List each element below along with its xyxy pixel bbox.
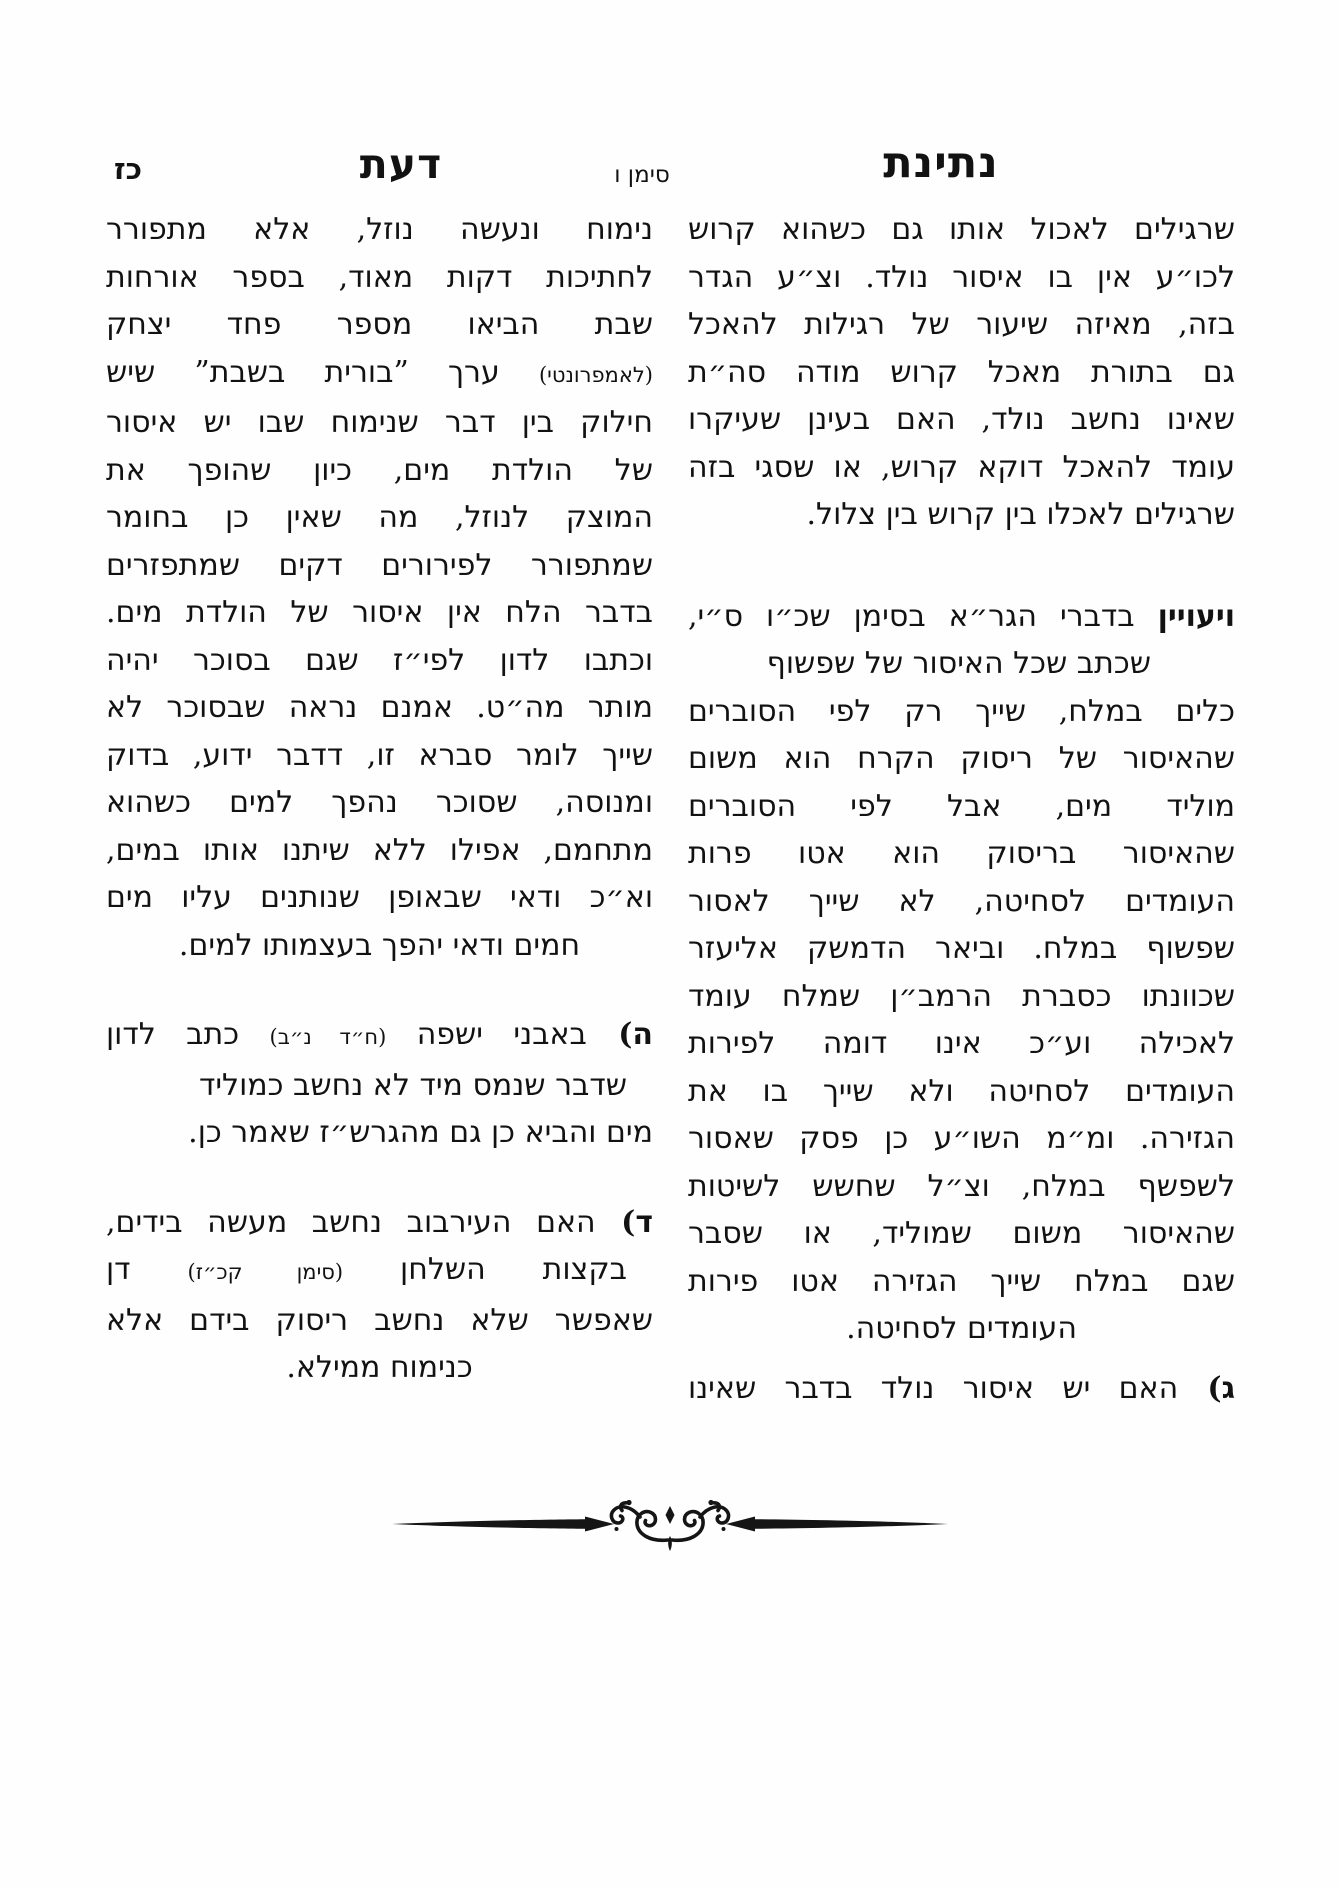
text-line <box>106 1109 653 1157</box>
text-line <box>688 444 1235 492</box>
text-line <box>688 1210 1235 1258</box>
body-text: המוצק לנוזל, מה שאין כן בחומר <box>106 500 653 535</box>
bold-text: ויעויין <box>1157 598 1235 634</box>
text-line <box>688 1305 1235 1353</box>
body-text: דן <box>106 1252 188 1287</box>
text-line <box>106 542 653 590</box>
paragraph <box>688 593 1235 1353</box>
body-text: ומנוסה, שסוכר נהפך למים כשהוא <box>106 785 653 820</box>
citation-text: (סימן קכ״ז) <box>187 1260 344 1284</box>
text-line <box>688 1365 1235 1413</box>
body-text: כתב לדון <box>106 1017 270 1052</box>
body-text: שכתב שכל האיסור של שפשוף <box>766 646 1151 681</box>
body-text: שכוונתו כסברת הרמב״ן שמלח עומד <box>688 978 1235 1014</box>
text-line <box>106 349 653 400</box>
siman-label: סימן ו <box>614 162 670 188</box>
page-number: כז <box>113 152 143 186</box>
text-line <box>106 447 653 495</box>
body-text: בדבר הלח אין איסור של הולדת מים. <box>106 595 653 630</box>
text-line <box>688 301 1235 349</box>
text-line <box>106 684 653 732</box>
paragraph <box>106 206 653 969</box>
body-text: שבת הביאו מספר פחד יצחק <box>106 307 653 342</box>
text-line <box>106 637 653 685</box>
text-line <box>106 206 653 254</box>
body-text: של הולדת מים, כיון שהופך את <box>106 452 653 488</box>
body-text: לאכילה וע״כ אינו דומה לפירות <box>688 1026 1235 1061</box>
text-line <box>688 1258 1235 1306</box>
body-text: שייך לומר סברא זו, דדבר ידוע, בדוק <box>106 737 653 773</box>
bold-text: ד) <box>595 1204 653 1240</box>
body-text: מוליד מים, אבל לפי הסוברים <box>688 788 1235 824</box>
paragraph <box>688 206 1235 539</box>
text-line <box>106 1062 653 1110</box>
body-text: ערך ”בורית בשבת” שיש <box>106 354 539 390</box>
text-line <box>106 1344 653 1392</box>
text-line <box>106 589 653 637</box>
body-text: שהאיסור בריסוק הוא אטו פרות <box>688 836 1235 871</box>
text-line <box>106 732 653 780</box>
citation-text: (לאמפרונטי) <box>538 362 653 387</box>
book-title-right: נתינת <box>883 138 999 188</box>
body-text: לחתיכות דקות מאוד, בספר אורחות <box>106 259 653 295</box>
body-text: האם יש איסור נולד בדבר שאינו <box>688 1370 1179 1406</box>
text-line <box>106 874 653 922</box>
text-line <box>688 349 1235 397</box>
body-text: וא״כ ודאי שבאופן שנותנים עליו מים <box>106 880 653 915</box>
body-text: העומדים לסחיטה, לא שייך לאסור <box>688 883 1235 919</box>
text-line <box>688 396 1235 444</box>
text-line <box>688 1020 1235 1068</box>
book-title-left: דעת <box>359 140 443 188</box>
text-line <box>106 1246 653 1297</box>
body-text: חמים ודאי יהפך בעצמותו למים. <box>178 927 581 963</box>
text-line <box>688 1115 1235 1163</box>
text-line <box>688 491 1235 539</box>
body-text: וכתבו לדון לפי״ז שגם בסוכר יהיה <box>106 642 653 678</box>
text-line <box>688 206 1235 254</box>
text-line <box>106 1011 653 1062</box>
body-text: מים והביא כן גם מהגרש״ז שאמר כן. <box>188 1115 653 1150</box>
body-text: שרגילים לאכול אותו גם כשהוא קרוש <box>688 212 1235 247</box>
text-line <box>688 593 1235 641</box>
bold-text: ג) <box>1178 1370 1235 1406</box>
paragraph <box>106 1011 653 1157</box>
body-text: שהאיסור של ריסוק הקרח הוא משום <box>688 741 1235 776</box>
body-text: כלים במלח, שייך רק לפי הסוברים <box>688 693 1235 729</box>
body-text: גם בתורת מאכל קרוש מודה סה״ת <box>688 354 1235 390</box>
body-text: שרגילים לאכלו בין קרוש בין צלול. <box>806 497 1235 532</box>
text-line <box>106 254 653 302</box>
body-text: עומד להאכל דוקא קרוש, או שסגי בזה <box>688 449 1235 485</box>
flourish-divider-graphic <box>388 1496 952 1552</box>
column-right <box>688 206 1235 1412</box>
text-line <box>688 878 1235 926</box>
body-text: לכו״ע אין בו איסור נולד. וצ״ע הגדר <box>688 259 1235 295</box>
body-text: שדבר שנמס מיד לא נחשב כמוליד <box>198 1067 627 1103</box>
body-text: שמתפורר לפירורים דקים שמתפזרים <box>106 547 653 583</box>
body-text: בדברי הגר״א בסימן שכ״ו ס״י, <box>688 598 1158 634</box>
text-line <box>106 779 653 827</box>
paragraph <box>106 1199 653 1392</box>
text-line <box>106 301 653 349</box>
text-line <box>106 827 653 875</box>
text-line <box>106 494 653 542</box>
text-line <box>688 973 1235 1021</box>
body-text: בזה, מאיזה שיעור של רגילות להאכל <box>688 307 1235 342</box>
body-text: העומדים לסחיטה. <box>846 1311 1077 1346</box>
text-line <box>688 925 1235 973</box>
body-text: לשפשף במלח, וצ״ל שחשש לשיטות <box>688 1168 1235 1204</box>
text-line <box>688 735 1235 783</box>
body-text: שהאיסור משום שמוליד, או שסבר <box>688 1216 1235 1251</box>
text-line <box>688 254 1235 302</box>
body-text: מתחמם, אפילו ללא שיתנו אותו במים, <box>106 832 653 868</box>
text-line <box>106 399 653 447</box>
text-line <box>106 922 653 970</box>
body-text: נימוח ונעשה נוזל, אלא מתפורר <box>106 212 653 247</box>
body-text: בקצות השלחן <box>343 1252 627 1287</box>
body-text: האם העירבוב נחשב מעשה בידים, <box>106 1204 596 1240</box>
body-text: הגזירה. ומ״מ השו״ע כן פסק שאסור <box>688 1121 1235 1156</box>
body-text: כנימוח ממילא. <box>286 1350 473 1385</box>
body-text: שאינו נחשב נולד, האם בעינן שעיקרו <box>688 402 1235 437</box>
text-line <box>106 1199 653 1247</box>
text-line <box>688 640 1235 688</box>
bold-text: ה) <box>586 1017 653 1052</box>
text-line <box>688 1068 1235 1116</box>
text-line <box>106 1297 653 1345</box>
body-text: שפשוף במלח. וביאר הדמשק אליעזר <box>688 931 1235 966</box>
citation-text: (ח״ד נ״ב) <box>269 1025 387 1049</box>
text-line <box>688 688 1235 736</box>
body-text: מותר מה״ט. אמנם נראה שבסוכר לא <box>106 690 653 725</box>
body-text: חילוק בין דבר שנימוח שבו יש איסור <box>106 405 653 440</box>
ornament-divider <box>388 1496 952 1552</box>
text-line <box>688 1163 1235 1211</box>
body-text: שאפשר שלא נחשב ריסוק בידם אלא <box>106 1302 653 1338</box>
text-line <box>688 830 1235 878</box>
paragraph <box>688 1365 1235 1413</box>
column-left <box>106 206 653 1392</box>
body-text: באבני ישפה <box>386 1017 587 1052</box>
body-text: שגם במלח שייך הגזירה אטו פירות <box>688 1263 1235 1299</box>
body-text: העומדים לסחיטה ולא שייך בו את <box>688 1073 1235 1109</box>
text-line <box>688 783 1235 831</box>
